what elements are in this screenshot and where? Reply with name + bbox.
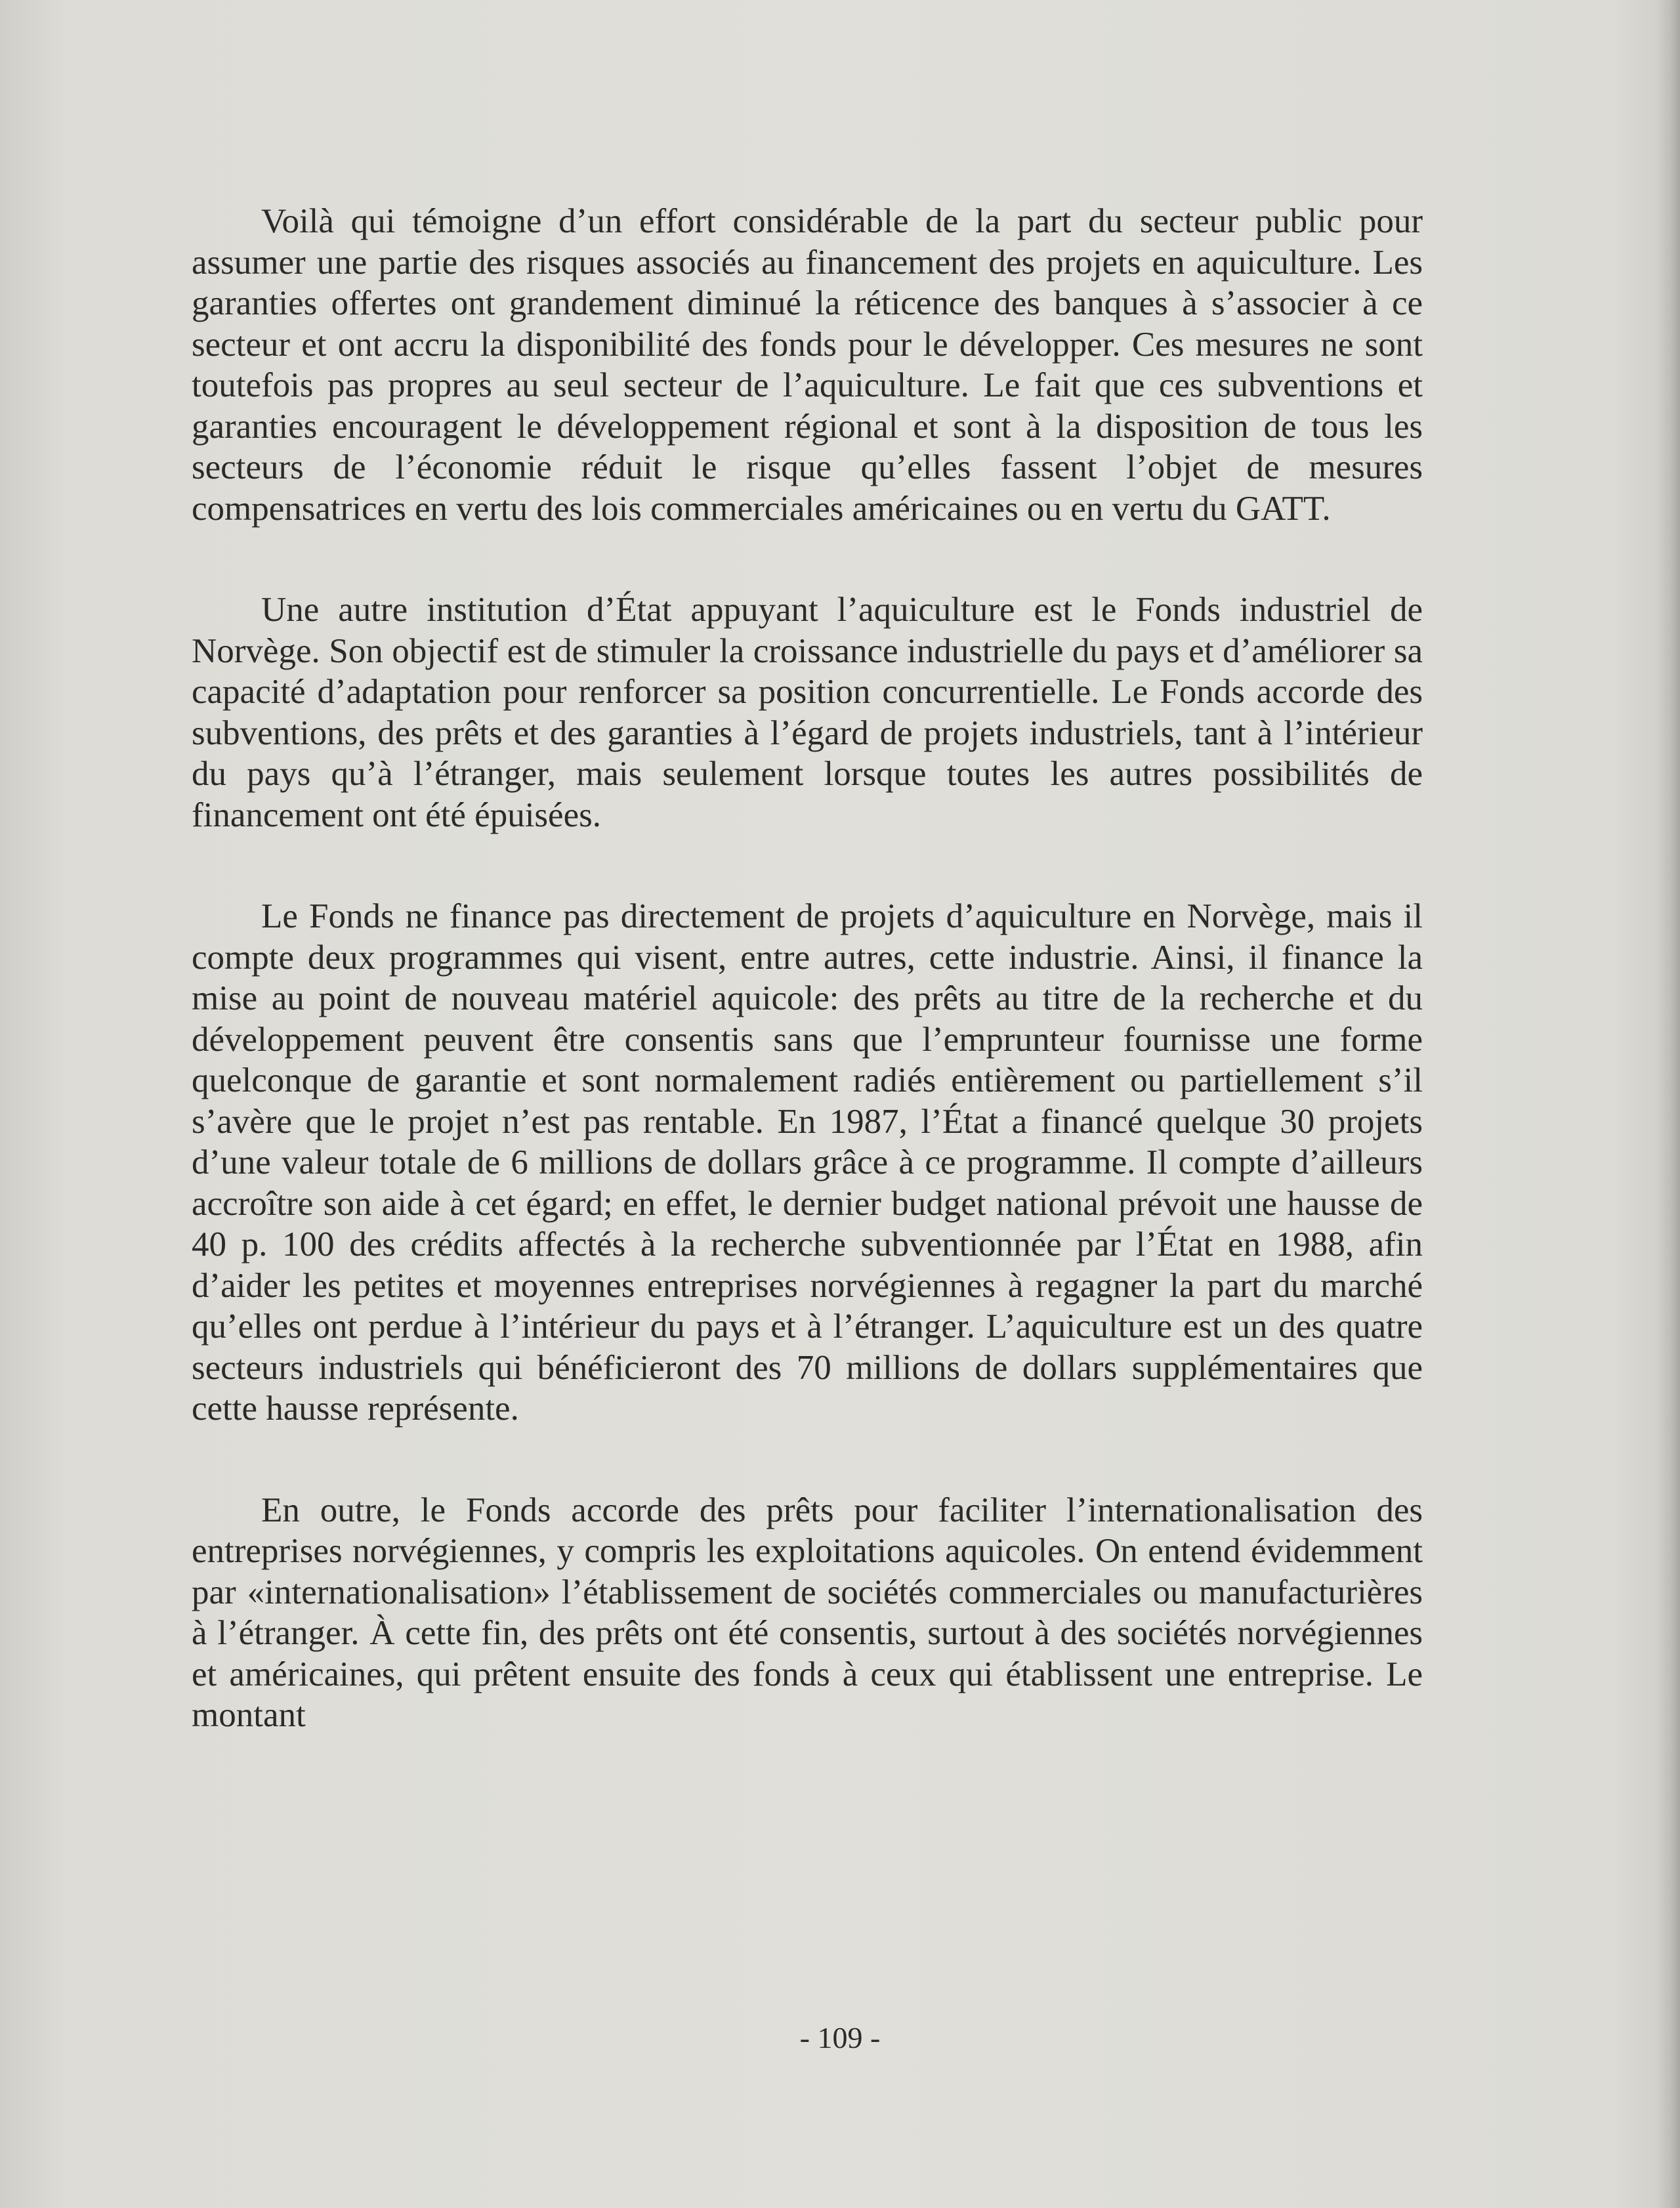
page-edge-shadow [1656,0,1680,2208]
paragraph-2: Une autre institution d’État appuyant l’aquiculture est le Fonds industriel de Norvège. Son objectif est de stimuler la croissance industrielle du pays et d’améliorer sa capacité d’adaptation pour renforcer sa position concurrentielle. Le Fonds accorde des subventions, des prêts et des garanties à l’égard de projets industriels, tant à l’intérieur du pays qu’à l’étranger, mais seulement lorsque toutes les autres possibilités de financement ont été épuisées. [192,591,1423,834]
paragraph-1: Voilà qui témoigne d’un effort considérable de la part du secteur public pour assumer une partie des risques associés au financement des projets en aquiculture. Les garanties offertes ont grandement diminué la réticence des banques à s’associer à ce secteur et ont accru la disponibilité des fonds pour le développer. Ces mesures ne sont toutefois pas propres au seul secteur de l’aquiculture. Le fait que ces subventions et garanties encouragent le développement régional et sont à la disposition de tous les secteurs de l’économie réduit le risque qu’elles fassent l’objet de mesures compensatrices en vertu des lois commerciales américaines ou en vertu du GATT. [192,202,1423,528]
paragraph-3: Le Fonds ne finance pas directement de projets d’aquiculture en Norvège, mais il compte deux programmes qui visent, entre autres, cette industrie. Ainsi, il finance la mise au point de nouveau matériel aquicole: des prêts au titre de la recherche et du développement peuvent être consentis sans que l’emprunteur fournisse une forme quelconque de garantie et sont normalement radiés entièrement ou partiellement s’il s’avère que le projet n’est pas rentable. En 1987, l’État a financé quelque 30 projets d’une valeur totale de 6 millions de dollars grâce à ce programme. Il compte d’ailleurs accroître son aide à cet égard; en effet, le dernier budget national prévoit une hausse de 40 p. 100 des crédits affectés à la recherche subventionnée par l’État en 1988, afin d’aider les petites et moyennes entreprises norvégiennes à regagner la part du marché qu’elles ont perdue à l’intérieur du pays et à l’étranger. L’aquiculture est un des quatre secteurs industriels qui bénéficieront des 70 millions de dollars supplémentaires que cette hausse représente. [192,897,1423,1428]
body-text [192,201,1423,1796]
page-number: - 109 - [799,2021,881,2054]
paragraph-4: En outre, le Fonds accorde des prêts pour faciliter l’internationalisation des entreprises norvégiennes, y compris les exploitations aquicoles. On entend évidemment par «internationalisation» l’établissement de sociétés commerciales ou manufacturières à l’étranger. À cette fin, des prêts ont été consentis, surtout à des sociétés norvégiennes et américaines, qui prêtent ensuite des fonds à ceux qui établissent une entreprise. Le montant [192,1491,1423,1734]
